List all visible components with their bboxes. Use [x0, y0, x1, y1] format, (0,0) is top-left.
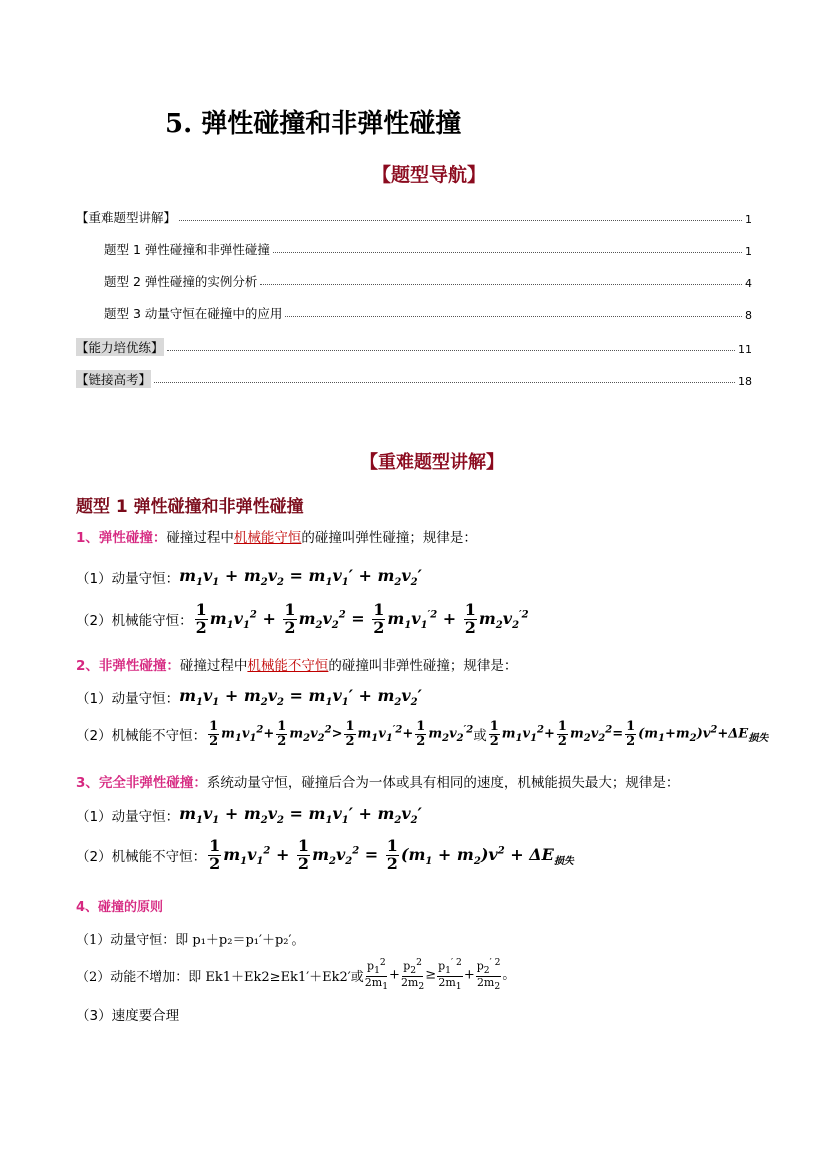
toc-page: 1: [745, 213, 752, 226]
toc-item[interactable]: [104, 270, 752, 290]
momentum-formula: $m_1v_1 + m_2v_2 = m_1v_1' + m_2v_2'$: [179, 804, 422, 827]
kinetic-energy-formula: $\frac{p_1^2}{2m_1}$ + $\frac{p_2^2}{2m_2}$ ≥ $\frac{p_1^{' 2}}{2m_1}$ + $\frac{p_2^{' 2}}{2m_2}$ 。: [364, 957, 516, 993]
toc-page: 11: [738, 343, 752, 356]
toc-label: 【链接高考】: [76, 372, 152, 387]
toc-leader: [179, 220, 742, 221]
heading-elastic: 1、弹性碰撞：: [76, 530, 167, 546]
toc-item[interactable]: [76, 368, 752, 388]
toc-leader: [273, 252, 742, 253]
principle-energy: （2）动能不增加：即 Ek1＋Ek2≥Ek1′＋Ek2′或 $\frac{p_1^2}{2m_1}$ + $\frac{p_2^2}{2m_2}$ ≥ $\frac{p_1^{' 2}}{2m_1}$ + $\frac{p_2^{' 2}}{2m_2}$ 。: [76, 957, 516, 993]
energy-loss-formula: $\frac{1}{2}$ $m_1v_1^2+$ $\frac{1}{2}$ $m_2v_2^2=$ $\frac{1}{2}$ $(m_1+m_2)v^2+\Delta E_{损失}$: [489, 719, 769, 749]
energy-loss-formula: $\frac{1}{2}$ $m_1v_1^2$ + $\frac{1}{2}$ $m_2v_2^2$ = $\frac{1}{2}$ $(m_1 + m_2)v^2 + \Delta E_{损失}$: [209, 836, 574, 873]
key-term: 机械能守恒: [233, 530, 302, 546]
principle-velocity: （3）速度要合理: [76, 1008, 180, 1024]
toc-page: 4: [745, 277, 752, 290]
nav-title: 【题型导航】: [372, 164, 487, 186]
paragraph-perfectly-inelastic: 3、完全非弹性碰撞：系统动量守恒，碰撞后合为一体或具有相同的速度，机械能损失最大；规律是：: [76, 775, 680, 791]
momentum-formula: $m_1v_1 + m_2v_2 = m_1v_1' + m_2v_2'$: [179, 686, 422, 709]
toc-label: 题型 3 动量守恒在碰撞中的应用: [104, 306, 283, 321]
toc-item[interactable]: [104, 238, 752, 258]
section-title: 【重难题型讲解】: [360, 452, 504, 473]
question-title: 题型 1 弹性碰撞和非弹性碰撞: [76, 497, 304, 517]
formula-line: （1）动量守恒： $m_1v_1 + m_2v_2 = m_1v_1' + m_2v_2'$: [76, 804, 422, 827]
toc-leader: [154, 382, 735, 383]
formula-line: （1）动量守恒： $m_1v_1 + m_2v_2 = m_1v_1' + m_2v_2'$: [76, 566, 422, 589]
heading-principles: 4、碰撞的原则: [76, 900, 164, 915]
principle-momentum: （1）动量守恒：即 p₁＋p₂＝p₁′＋p₂′。: [76, 933, 305, 948]
page-title: 5. 弹性碰撞和非弹性碰撞: [165, 109, 462, 139]
toc-page: 18: [738, 375, 752, 388]
toc-label: 【能力培优练】: [76, 340, 164, 355]
toc-page: 8: [745, 309, 752, 322]
paragraph-elastic: 1、弹性碰撞：碰撞过程中机械能守恒的碰撞叫弹性碰撞；规律是：: [76, 530, 477, 546]
paragraph-inelastic: 2、非弹性碰撞：碰撞过程中机械能不守恒的碰撞叫非弹性碰撞；规律是：: [76, 658, 518, 674]
toc-item[interactable]: [76, 206, 752, 226]
energy-inequality: $\frac{1}{2}$ $m_1v_1^2+$ $\frac{1}{2}$ $m_2v_2^2>$ $\frac{1}{2}$ $m_1v_1^{'2}+$ $\frac{1}{2}$ $m_2v_2^{'2}$: [209, 719, 474, 749]
formula-line: （2）机械能不守恒： $\frac{1}{2}$ $m_1v_1^2$ + $\frac{1}{2}$ $m_2v_2^2$ = $\frac{1}{2}$ $(m_1 + m_2)v^2 + \Delta E_{损失}$: [76, 836, 574, 873]
heading-inelastic: 2、非弹性碰撞：: [76, 658, 180, 674]
toc-item[interactable]: [76, 336, 752, 356]
toc-label: 题型 2 弹性碰撞的实例分析: [104, 274, 258, 289]
energy-formula: $\frac{1}{2}$ $m_1v_1^2$ + $\frac{1}{2}$ $m_2v_2^2$ = $\frac{1}{2}$ $m_1v_1^{'2}$ + $\frac{1}{2}$ $m_2v_2^{'2}$: [195, 600, 529, 637]
heading-perfectly-inelastic: 3、完全非弹性碰撞：: [76, 775, 207, 791]
momentum-formula: $m_1v_1 + m_2v_2 = m_1v_1' + m_2v_2'$: [179, 566, 422, 589]
toc-label: 【重难题型讲解】: [76, 210, 177, 225]
toc-label: 题型 1 弹性碰撞和非弹性碰撞: [104, 242, 270, 257]
toc-leader: [285, 316, 742, 317]
toc-leader: [167, 350, 735, 351]
formula-line: （1）动量守恒： $m_1v_1 + m_2v_2 = m_1v_1' + m_2v_2'$: [76, 686, 422, 709]
formula-line: （2）机械能守恒： $\frac{1}{2}$ $m_1v_1^2$ + $\frac{1}{2}$ $m_2v_2^2$ = $\frac{1}{2}$ $m_1v_1^{'2}$ + $\frac{1}{2}$ $m_2v_2^{'2}$: [76, 600, 529, 637]
toc-leader: [260, 284, 742, 285]
toc-page: 1: [745, 245, 752, 258]
formula-line: （2）机械能不守恒： $\frac{1}{2}$ $m_1v_1^2+$ $\frac{1}{2}$ $m_2v_2^2>$ $\frac{1}{2}$ $m_1v_1^{'2}+$ $\frac{1}{2}$ $m_2v_2^{'2}$ 或 $\frac{1}{2}$ $m_1v_1^2+$ $\frac{1}{2}$ $m_2v_2^2=$ $\frac{1}{2}$ $(m_1+m_2)v^2+\Delta E_{损失}$: [76, 719, 769, 749]
toc-item[interactable]: [104, 302, 752, 322]
key-term: 机械能不守恒: [247, 658, 329, 674]
